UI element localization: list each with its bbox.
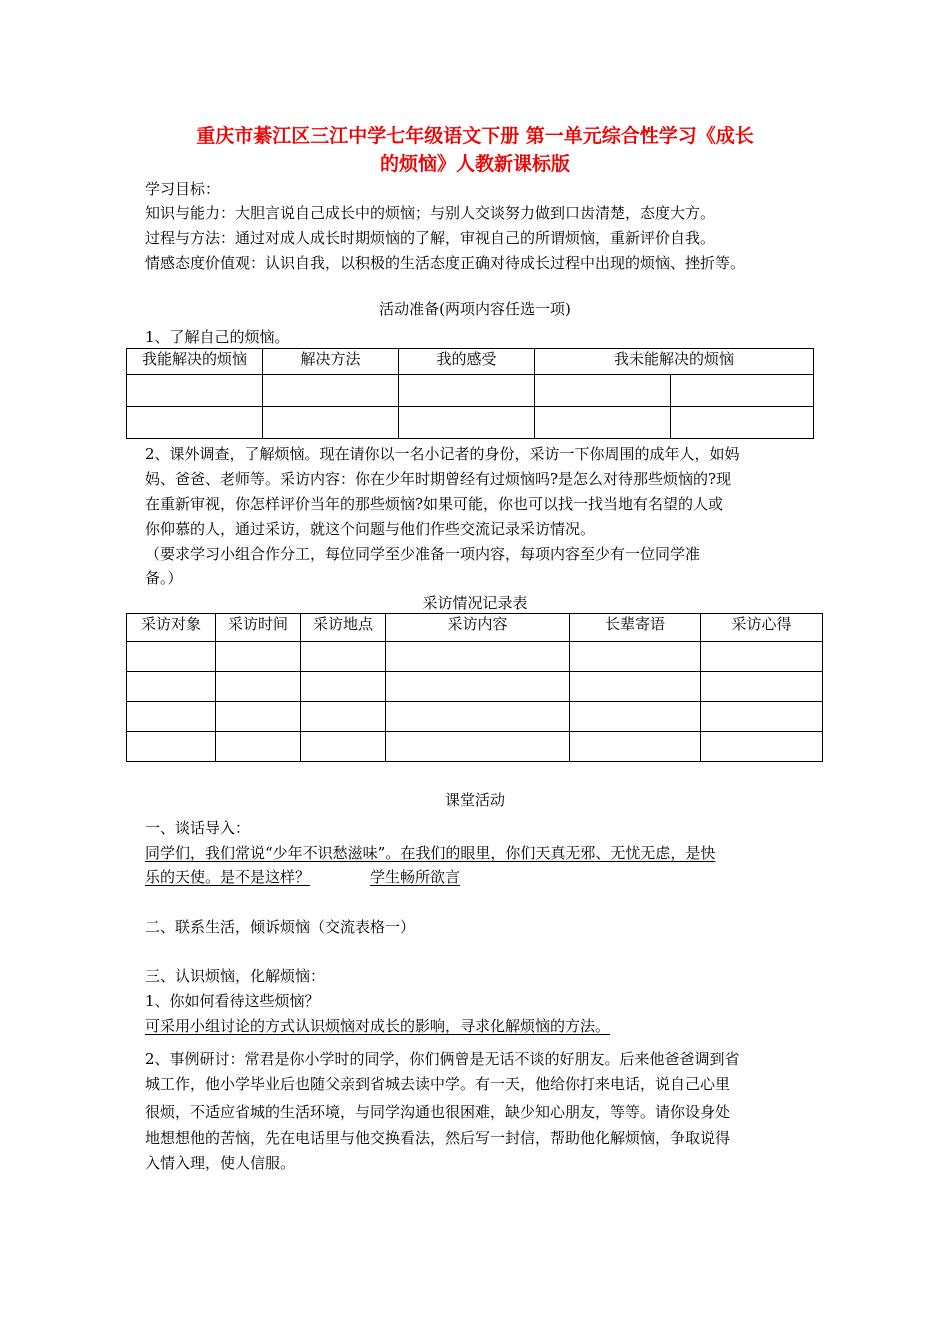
table-cell: [399, 375, 535, 407]
table-row: [127, 702, 823, 732]
prep-item-2-line-2: 妈、爸爸、老师等。采访内容：你在少年时期曾经有过烦恼吗?是怎么对待那些烦恼的?现: [145, 470, 732, 488]
interview-table: [126, 613, 823, 762]
title-line-1: 重庆市綦江区三江中学七年级语文下册 第一单元综合性学习《成长: [196, 125, 754, 147]
question-1-answer: 可采用小组讨论的方式认识烦恼对成长的影响，寻求化解烦恼的方法。: [145, 1017, 611, 1035]
table-header-row: [127, 614, 823, 642]
prep-item-2-line-1: 2、课外调查，了解烦恼。现在请你以一名小记者的身份，采访一下你周围的成年人，如妈: [145, 445, 740, 463]
prep-item-1: 1、了解自己的烦恼。: [145, 328, 290, 346]
prep-item-2-line-4: 你仰慕的人，通过采访，就这个问题与他们作些交流记录采访情况。: [145, 520, 596, 538]
interview-table-title: 采访情况记录表: [422, 594, 528, 612]
objective-knowledge: 知识与能力：大胆言说自己成长中的烦恼；与别人交谈努力做到口齿清楚，态度大方。: [145, 204, 716, 222]
question-1: 1、你如何看待这些烦恼？: [145, 992, 320, 1010]
section-1-heading: 一、谈话导入：: [145, 819, 251, 837]
table-row: [127, 407, 814, 439]
class-heading: 课堂活动: [444, 791, 505, 809]
table-cell: [399, 407, 535, 439]
document-title: [130, 122, 820, 178]
title-line-2: 的烦恼》人教新课标版: [379, 153, 570, 175]
table-row: [127, 732, 823, 762]
prep-item-2-line-3: 在重新审视，你怎样评价当年的那些烦恼?如果可能，你也可以找一找当地有名望的人或: [145, 495, 724, 513]
question-2-line-5: 入情入理，使人信服。: [145, 1154, 296, 1172]
section-3-heading: 三、认识烦恼，化解烦恼：: [145, 967, 326, 985]
table-header-cell: 我未能解决的烦恼: [535, 349, 814, 375]
worries-table: [126, 348, 814, 439]
table-cell: [535, 375, 671, 407]
question-2-line-1: 2、事例研讨：常君是你小学时的同学，你们俩曾是无话不谈的好朋友。后来他爸爸调到省: [145, 1050, 740, 1068]
table-header-cell: 采访内容: [386, 614, 570, 642]
prep-heading: 活动准备(两项内容任选一项): [379, 300, 571, 318]
table-cell: [263, 375, 399, 407]
table-cell: [127, 407, 263, 439]
question-2-line-2: 城工作，他小学毕业后也随父亲到省城去读中学。有一天，他给你打来电话，说自己心里: [145, 1075, 731, 1093]
table-header-cell: 我的感受: [399, 349, 535, 375]
table-header-cell: 解决方法: [263, 349, 399, 375]
table-cell: [671, 407, 814, 439]
table-header-cell: 长辈寄语: [570, 614, 701, 642]
table-cell: [671, 375, 814, 407]
table-cell: [535, 407, 671, 439]
section-1-question: 乐的天使。是不是这样？: [145, 868, 311, 886]
table-header-cell: 我能解决的烦恼: [127, 349, 263, 375]
table-header-row: [127, 349, 814, 375]
prep-note-line-1: （要求学习小组合作分工，每位同学至少准备一项内容，每项内容至少有一位同学准: [145, 545, 701, 563]
table-cell: [263, 407, 399, 439]
table-row: [127, 642, 823, 672]
section-2-heading: 二、联系生活，倾诉烦恼（交流表格一）: [145, 918, 416, 936]
section-1-line-1: 同学们，我们常说“少年不识愁滋味”。在我们的眼里，你们天真无邪、无忧无虑，是快: [145, 844, 716, 862]
section-1-line-2: [145, 866, 460, 888]
table-cell: [127, 375, 263, 407]
table-header-cell: 采访心得: [701, 614, 823, 642]
question-2-line-4: 地想想他的苦恼，先在电话里与他交换看法，然后写一封信，帮助他化解烦恼，争取说得: [145, 1129, 731, 1147]
question-2-line-3: 很烦，不适应省城的生活环境，与同学沟通也很困难，缺少知心朋友，等等。请你设身处: [145, 1103, 731, 1121]
section-1-note: 学生畅所欲言: [370, 868, 461, 886]
objective-emotion: 情感态度价值观：认识自我，以积极的生活态度正确对待成长过程中出现的烦恼、挫折等。: [145, 254, 746, 272]
table-header-cell: 采访地点: [301, 614, 386, 642]
table-row: [127, 672, 823, 702]
prep-note-line-2: 备。）: [145, 569, 183, 587]
objective-process: 过程与方法：通过对成人成长时期烦恼的了解，审视自己的所谓烦恼，重新评价自我。: [145, 229, 716, 247]
table-header-cell: 采访对象: [127, 614, 216, 642]
table-header-cell: 采访时间: [216, 614, 301, 642]
objectives-heading: 学习目标：: [145, 180, 221, 198]
table-row: [127, 375, 814, 407]
